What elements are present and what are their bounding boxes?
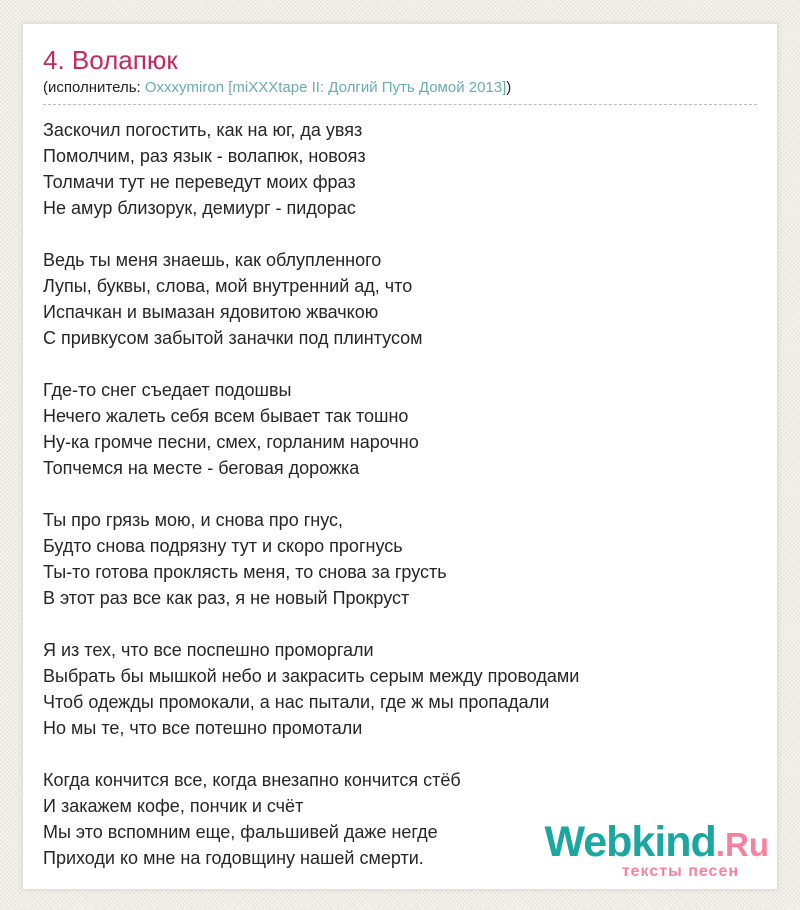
- lyric-line: Но мы те, что все потешно промотали: [43, 718, 363, 738]
- lyric-line: Заскочил погостить, как на юг, да увяз: [43, 120, 363, 140]
- lyric-line: Ты-то готова проклясть меня, то снова за грусть: [43, 562, 447, 582]
- lyric-line: Топчемся на месте - беговая дорожка: [43, 458, 360, 478]
- lyrics-text: [43, 117, 757, 871]
- lyric-line: В этот раз все как раз, я не новый Прокруст: [43, 588, 410, 608]
- lyric-line: Чтоб одежды промокали, а нас пытали, где ж мы пропадали: [43, 692, 550, 712]
- stanza: [43, 637, 757, 741]
- lyric-line: Помолчим, раз язык - волапюк, новояз: [43, 146, 366, 166]
- lyric-line: Не амур близорук, демиург - пидорас: [43, 198, 356, 218]
- lyric-line: И закажем кофе, пончик и счёт: [43, 796, 304, 816]
- lyric-line: Испачкан и вымазан ядовитою жвачкою: [43, 302, 379, 322]
- lyric-line: Где-то снег съедает подошвы: [43, 380, 292, 400]
- stanza: [43, 247, 757, 351]
- lyrics-card: [22, 23, 778, 890]
- song-title: 4. Волапюк: [43, 45, 178, 75]
- artist-line: [43, 79, 757, 105]
- lyric-line: С привкусом забытой заначки под плинтусом: [43, 328, 423, 348]
- lyric-line: Будто снова подрязну тут и скоро прогнусь: [43, 536, 403, 556]
- stanza: [43, 117, 757, 221]
- webkind-logo-domain: .Ru: [715, 826, 769, 863]
- lyric-line: Ну-ка громче песни, смех, горланим нарочно: [43, 432, 419, 452]
- webkind-logo[interactable]: [544, 818, 769, 885]
- lyric-line: Нечего жалеть себя всем бывает так тошно: [43, 406, 409, 426]
- lyric-line: Ведь ты меня знаешь, как облупленного: [43, 250, 382, 270]
- artist-line-close-paren: ): [506, 79, 512, 96]
- lyric-line: Лупы, буквы, слова, мой внутренний ад, что: [43, 276, 413, 296]
- stanza: [43, 507, 757, 611]
- artist-album-link[interactable]: Oxxxymiron [miXXXtape II: Долгий Путь Домой 2013]: [144, 79, 507, 96]
- lyric-line: Приходи ко мне на годовщину нашей смерти.: [43, 848, 424, 868]
- lyric-line: Когда кончится все, когда внезапно кончится стёб: [43, 770, 461, 790]
- webkind-logo-tagline: тексты песен: [621, 863, 739, 880]
- webkind-logo-wordmark: Webkind: [544, 818, 716, 866]
- lyric-line: Толмачи тут не переведут моих фраз: [43, 172, 356, 192]
- lyric-line: Выбрать бы мышкой небо и закрасить серым между проводами: [43, 666, 580, 686]
- artist-label: (исполнитель:: [43, 79, 145, 96]
- lyric-line: Я из тех, что все поспешно проморгали: [43, 640, 374, 660]
- lyric-line: Ты про грязь мою, и снова про гнус,: [43, 510, 344, 530]
- lyric-line: Мы это вспомним еще, фальшивей даже негде: [43, 822, 438, 842]
- stanza: [43, 377, 757, 481]
